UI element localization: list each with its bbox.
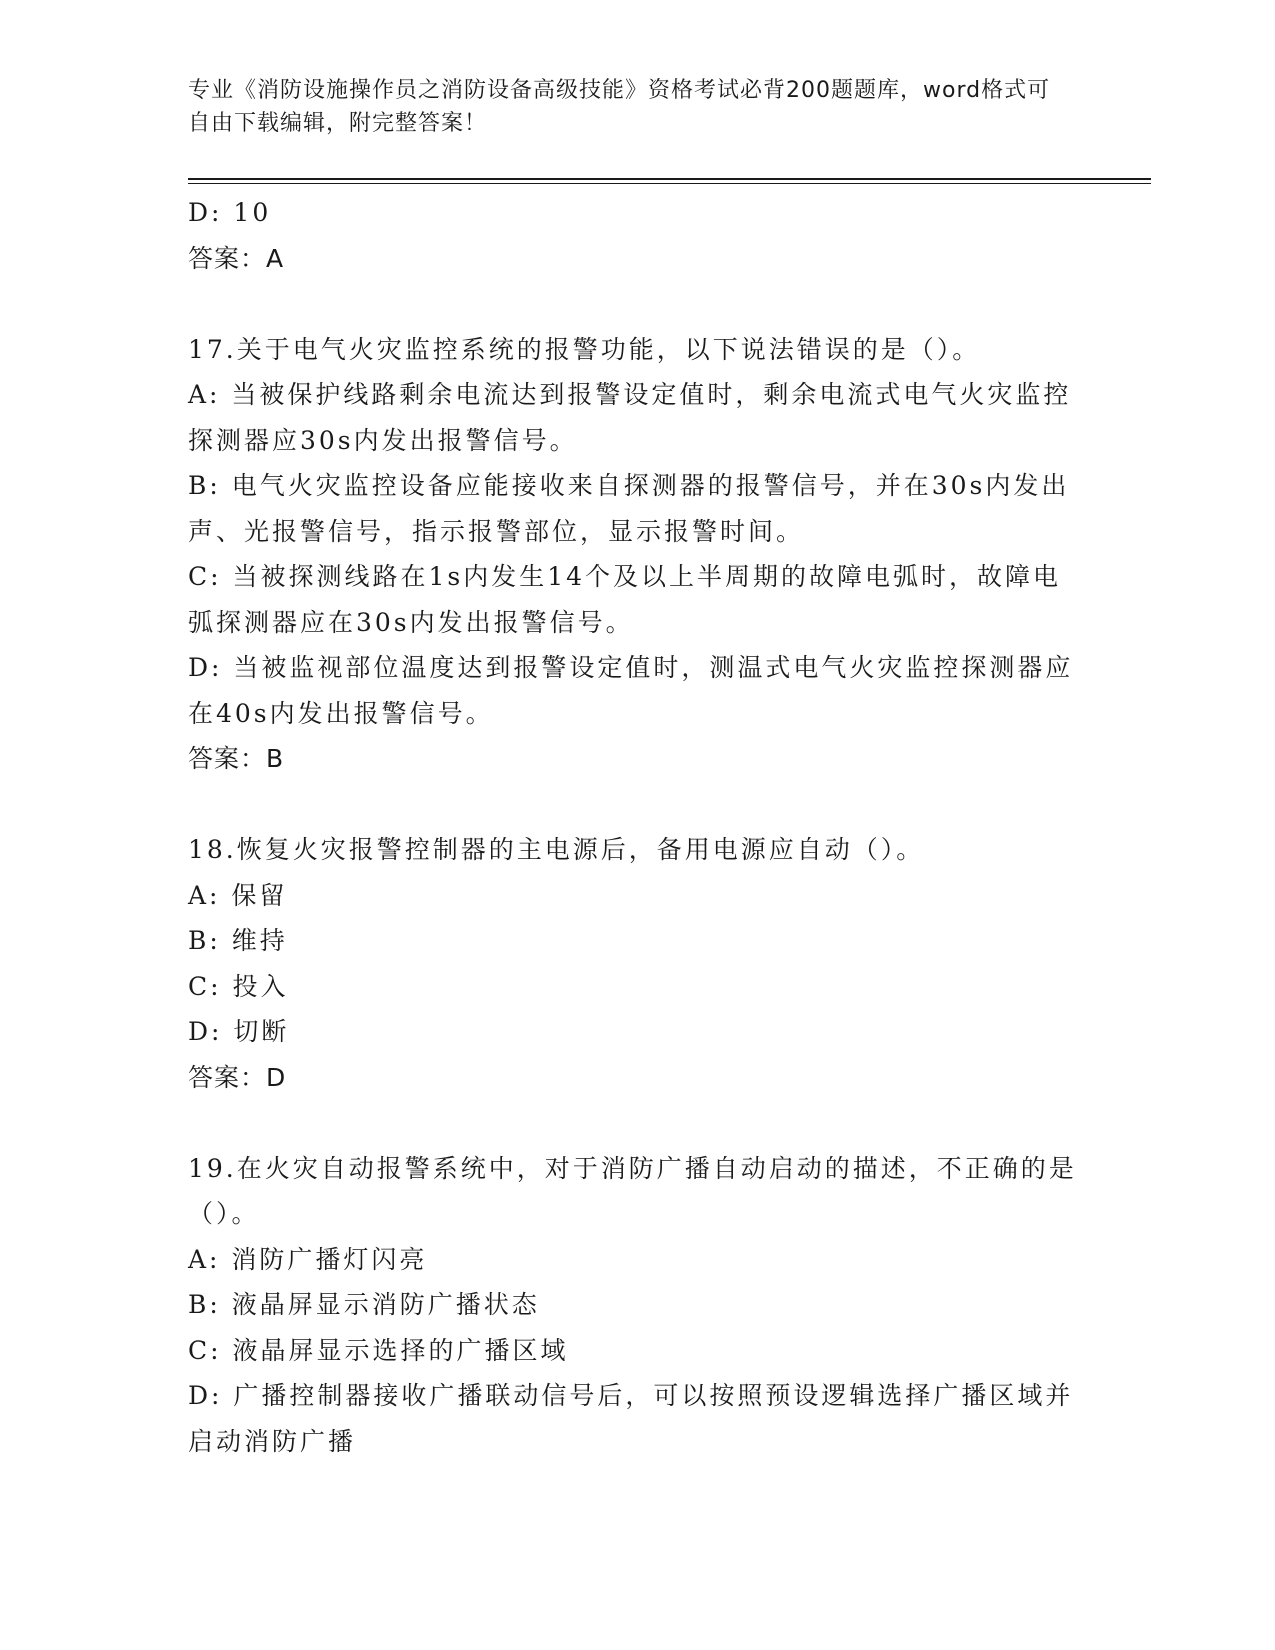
question-17 <box>188 327 1078 782</box>
option-a: A: 当被保护线路剩余电流达到报警设定值时，剩余电流式电气火灾监控探测器应30s内发出报警信号。 <box>188 380 1072 455</box>
option-a: A: 保留 <box>188 880 288 910</box>
spacer <box>188 782 1078 828</box>
question-19 <box>188 1146 1078 1465</box>
header-rule-thin <box>188 183 1151 184</box>
question-16-tail <box>188 190 1078 281</box>
option-c: C: 投入 <box>188 971 289 1001</box>
option-b: B: 电气火灾监控设备应能接收来自探测器的报警信号，并在30s内发出声、光报警信号，指示报警部位，显示报警时间。 <box>188 471 1070 546</box>
option-b: B: 液晶屏显示消防广播状态 <box>188 1290 540 1319</box>
option-c: C: 当被探测线路在1s内发生14个及以上半周期的故障电弧时，故障电弧探测器应在30s内发出报警信号。 <box>188 562 1062 637</box>
option-d: D: 广播控制器接收广播联动信号后，可以按照预设逻辑选择广播区域并启动消防广播 <box>188 1381 1074 1456</box>
question-stem: 19.在火灾自动报警系统中，对于消防广播自动启动的描述，不正确的是（）。 <box>188 1153 1077 1228</box>
answer-line: 答案：B <box>188 744 285 773</box>
question-18 <box>188 827 1078 1100</box>
question-stem: 17.关于电气火灾监控系统的报警功能，以下说法错误的是（）。 <box>188 334 981 364</box>
answer-line: 答案：D <box>188 1062 287 1092</box>
option-d: D: 切断 <box>188 1017 290 1046</box>
spacer <box>188 1100 1078 1146</box>
question-stem: 18.恢复火灾报警控制器的主电源后，备用电源应自动（）。 <box>188 835 925 864</box>
option-d: D: 10 <box>188 198 272 227</box>
spacer <box>188 281 1078 327</box>
option-c: C: 液晶屏显示选择的广播区域 <box>188 1335 569 1365</box>
option-b: B: 维持 <box>188 926 288 955</box>
header-text: 专业《消防设施操作员之消防设备高级技能》资格考试必背200题题库，word格式可自由下载编辑，附完整答案！ <box>188 78 1051 136</box>
page-header <box>188 74 1068 140</box>
option-a: A: 消防广播灯闪亮 <box>188 1244 428 1274</box>
option-d: D: 当被监视部位温度达到报警设定值时，测温式电气火灾监控探测器应在40s内发出报警信号。 <box>188 653 1074 728</box>
answer-line: 答案：A <box>188 243 285 273</box>
header-rule-thick <box>188 178 1151 180</box>
document-body <box>188 190 1078 1464</box>
